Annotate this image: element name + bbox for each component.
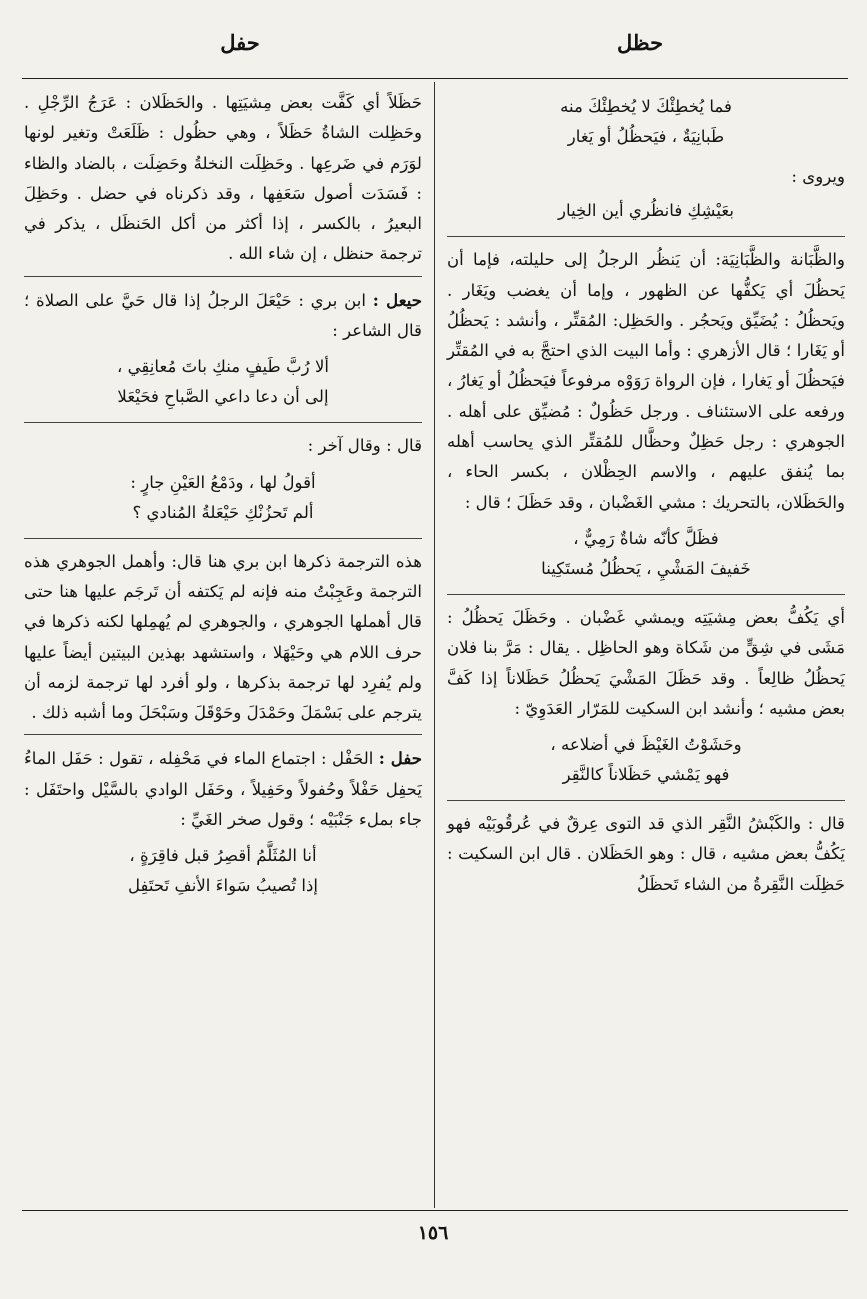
section-rule (24, 734, 422, 735)
verse-line: ألم تَحزُنْكِ حَيْعَلةُ المُنادي ؟ (132, 502, 314, 522)
paragraph: ويروى : (791, 167, 845, 186)
verse (447, 524, 845, 584)
verse-line: بعَيْشِكِ فانظُري أين الخِيار (558, 201, 734, 221)
section-rule (447, 800, 845, 801)
bottom-rule (22, 1210, 848, 1211)
paragraph: والظَّبَانة والظَّبَانِيَة: أن يَنظُر الرجلُ إلى حليلته، فإما أن يَحظُلَ أي يَكفُّها عن الظهور ، وإما أن يغضب ويَغَار . ويَحظُلُ : يُضَيِّق ويَحجُر . والحَظِل: المُقتِّر ، وأنشد : يَحظُلُ أو يَغَارا ؛ قال الأزهري : وأما البيت الذي احتجَّ به في المُقتِّر فيَحظُلَ أو يَغارا ، فإن الرواة رَوَوْه مرفوعاً فيَحظُلُ أو يَغارُ ، ورفعه على الاستئناف . ورجل حَظُولٌ : مُضيِّق على أهله . الجوهري : رجل حَظِلٌ وحظَّال للمُقتِّر الذي يحاسب أهله بما يُنفق عليهم ، والاسم الحِظْلان ، بكسر الحاء ، والحَظَلان، بالتحريك : مشي الغَضْبان ، وقد حَظَلَ ؛ قال : (447, 250, 845, 512)
entry-headword: حيعل : (372, 289, 422, 310)
verse-line: طَبانِيَةٌ ، فيَحظُلُ أو يَغار (567, 127, 725, 146)
verse (447, 92, 845, 152)
paragraph: قال : وقال آخر : (307, 436, 422, 456)
verse (447, 730, 845, 790)
verse-line: أقولُ لها ، ودَمْعُ العَيْنِ جارٍ : (130, 472, 316, 492)
section-rule (24, 538, 422, 539)
verse-line: أنا المُثَلَّمُ أقصِرُ قبل فاقِرَةٍ ، (129, 846, 317, 866)
section-rule (447, 236, 845, 237)
verse-line: ألا رُبَّ طَيفٍ منكِ باتَ مُعانِقِي ، (116, 357, 330, 377)
page-number: ١٥٦ (417, 1222, 449, 1244)
verse (24, 841, 422, 901)
verse-line: فما يُخطِئْكَ لا يُخطِئْكَ منه (560, 97, 732, 116)
entry-headword: حفل : (378, 748, 422, 769)
column-divider (434, 82, 435, 1208)
verse-line: إلى أن دعا داعي الصَّباحِ فحَيْعَلا (117, 387, 329, 407)
verse-line: خَفيفَ المَشْيِ ، يَحظُلُ مُستَكِينا (541, 558, 751, 578)
right-column (447, 88, 845, 906)
verse (24, 352, 422, 412)
section-rule (24, 422, 422, 423)
verse (24, 468, 422, 528)
verse-line: وحَشَوْتُ الغَيْظَ في أضلاعه ، (550, 735, 742, 755)
left-column (24, 88, 422, 911)
entry-paragraph (24, 743, 422, 835)
paragraph: حَظَلاً أي كَفَّت بعض مِشيَتِها . والحَظَلان : عَرَجُ الرِّجْلِ . وحَظِلت الشاةُ حَظَلاً ، وهي حظُول : ظَلَعَتْ وتغير لونها لوَرَم في ضَرعِها . وحَظِلَت النخلةُ وحَضِلَت ، بالضاد والظاء : فَسَدَت أصول سَعَفِها ، وقد ذكرناه في حضل . وحَظِلَ البعيرُ ، بالكسر ، إذا أكثر من أكل الحَنظَل ، يذكر في ترجمة حنظل ، إن شاء الله . (24, 93, 422, 264)
paragraph: هذه الترجمة ذكرها ابن بري هنا قال: وأهمل الجوهري هذه الترجمة وعَجِبْتُ منه فإنه لم يَكتفه أن تَرجَم عليها هنا حتى قال أهملها الجوهري ، والجوهري لم يُهمِلها لكنه ذكرها في حرف اللام هي وحَيْهَلا ، واستشهد بهذين البيتين أيضاً عليها ولم يُفرِد لها ترجمة بذكرها ، ولو أفرد لها ترجمة لزمه أن يترجم على بَسْمَلَ وحَمْدَلَ وحَوْقَلَ وسَبْحَلَ وما أشبه ذلك . (24, 551, 422, 723)
entry-text: الحَفْل : اجتماع الماء في مَحْفِله ، تقول : حَفَل الماءُ يَحفِل حَفْلاً وحُفولاً وحَفِيلاً ، وحَفَل الوادي بالسَّيْل واحتَفَل : جاء بملء جَنْبَيْه ؛ وقول صخر الغَيِّ : (24, 749, 422, 830)
verse-line: فظَلَّ كأنّه شاةٌ رَمِيٌّ ، (573, 528, 719, 548)
top-rule (22, 78, 848, 79)
entry-text: ابن بري : حَيْعَلَ الرجلُ إذا قال حَيَّ على الصلاة ؛ قال الشاعر : (24, 290, 422, 341)
page-header (0, 30, 867, 70)
header-left-word: حفل (220, 30, 260, 55)
entry-paragraph (24, 285, 422, 347)
section-rule (447, 594, 845, 595)
verse-line: فهو يَمْشي حَظَلاناً كالنَّقِر (562, 765, 730, 785)
verse (447, 196, 845, 226)
section-rule (24, 276, 422, 277)
verse-line: إذا تُصيبُ سَواءَ الأنفِ تَحتَفِل (127, 876, 319, 896)
paragraph: أي يَكُفُّ بعض مِشيَتِه ويمشي غَضْبان . وحَظَلَ يَحظُلُ : مَشَى في شِقٍّ من شَكاة وهو الحاظِل . يقال : مَرَّ بنا فلان يَحظُلُ ظالِعاً . وقد حَظَلَ المَشْيَ يَحظُلُ حَظَلاناً إذا كَفَّ بعض مشيه ؛ وأنشد ابن السكيت للمَرّار العَدَوِيّ : (447, 607, 845, 718)
paragraph: قال : والكَبْشُ النَّقِر الذي قد التوى عِرقٌ في عُرقُوبَيْه فهو يَكُفُّ بعض مشيه ، قال : وهو الحَظَلان . قال ابن السكيت : حَظِلَت النَّقِرةُ من الشاء تَحظَلُ (447, 814, 845, 894)
header-right-word: حظل (616, 30, 664, 55)
